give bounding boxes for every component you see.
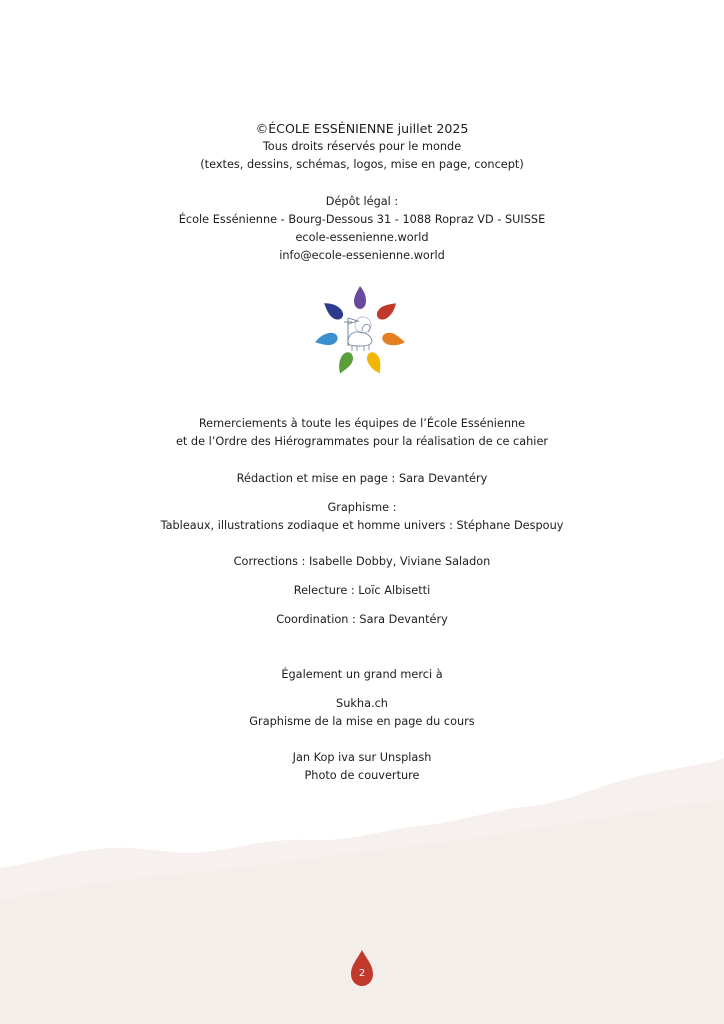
email-text: info@ecole-essenienne.world bbox=[279, 249, 445, 262]
copyright-block bbox=[0, 120, 724, 174]
flame-red-icon bbox=[374, 299, 399, 323]
flame-green-icon bbox=[335, 350, 356, 376]
relecture-credit bbox=[0, 582, 724, 600]
corrections-credit bbox=[0, 553, 724, 571]
sukha-name: Sukha.ch bbox=[336, 697, 388, 710]
legal-title: Dépôt légal : bbox=[325, 195, 399, 208]
flame-indigo-icon bbox=[320, 299, 345, 323]
legal-address: École Essénienne - Bourg-Dessous 31 - 1088 Ropraz VD - SUISSE bbox=[178, 213, 546, 226]
sukha-credit bbox=[0, 695, 724, 731]
flame-orange-icon bbox=[381, 331, 406, 348]
graphisme-detail: Tableaux, illustrations zodiaque et homme univers : Stéphane Despouy bbox=[160, 519, 564, 532]
sukha-role: Graphisme de la mise en page du cours bbox=[249, 715, 475, 728]
redaction-line: Rédaction et mise en page : Sara Devantéry bbox=[236, 472, 488, 485]
thanks-block bbox=[0, 415, 724, 451]
coordination-credit bbox=[0, 611, 724, 629]
corrections-line: Corrections : Isabelle Dobby, Viviane Saladon bbox=[233, 555, 491, 568]
graphisme-credit bbox=[0, 499, 724, 535]
thanks-line-1: Remerciements à toute les équipes de l’École Essénienne bbox=[198, 417, 526, 430]
page-number: 2 bbox=[358, 968, 366, 979]
lamb-icon bbox=[344, 317, 372, 351]
photo-role: Photo de couverture bbox=[304, 769, 420, 782]
flame-yellow-icon bbox=[365, 350, 386, 376]
photo-author: Jan Kop iva sur Unsplash bbox=[292, 751, 432, 764]
seven-flames-emblem-icon bbox=[312, 286, 408, 378]
photo-credit bbox=[0, 749, 724, 785]
also-thanks-line: Également un grand merci à bbox=[281, 668, 443, 681]
copyright-line: ©ÉCOLE ESSÉNIENNE juillet 2025 bbox=[255, 121, 469, 136]
rights-scope-line: (textes, dessins, schémas, logos, mise en page, concept) bbox=[200, 158, 524, 171]
legal-deposit-block bbox=[0, 193, 724, 265]
graphisme-title: Graphisme : bbox=[327, 501, 397, 514]
redaction-credit bbox=[0, 470, 724, 488]
flame-violet-icon bbox=[354, 286, 366, 309]
website-text: ecole-essenienne.world bbox=[295, 231, 429, 244]
thanks-line-2: et de l’Ordre des Hiérogrammates pour la réalisation de ce cahier bbox=[175, 435, 549, 448]
page-number-badge bbox=[348, 948, 376, 988]
relecture-line: Relecture : Loïc Albisetti bbox=[293, 584, 431, 597]
rights-line: Tous droits réservés pour le monde bbox=[262, 140, 462, 153]
coordination-line: Coordination : Sara Devantéry bbox=[276, 613, 448, 626]
also-thanks-title bbox=[0, 666, 724, 684]
flame-blue-icon bbox=[314, 331, 339, 348]
